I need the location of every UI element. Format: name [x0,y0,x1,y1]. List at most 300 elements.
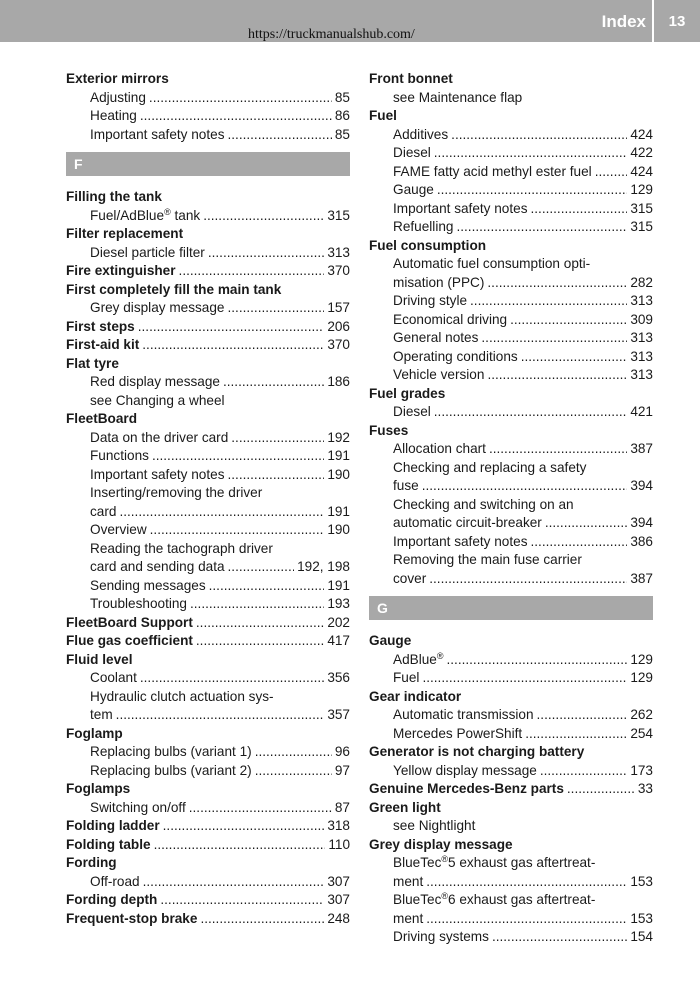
leader-dots [255,762,332,781]
entry-text [393,274,484,293]
entry-label: BlueTec [393,892,442,907]
entry-text [66,262,176,281]
index-column-right [369,70,653,947]
index-subentry[interactable] [66,873,350,892]
entry-label: Fuel [393,670,420,685]
entry-text [393,200,528,219]
entry-label: Fording depth [66,892,158,907]
entry-label: Switching on/off [90,799,186,815]
index-subentry[interactable] [369,477,653,496]
entry-text [393,329,478,348]
entry-label: Diesel [393,404,431,419]
entry-text [66,632,193,651]
page-ref[interactable]: 386 [630,533,653,549]
page-ref[interactable]: 129 [630,651,653,667]
index-subentry[interactable] [66,503,350,522]
leader-dots [446,651,627,670]
leader-dots [119,503,324,522]
entry-label: ment [393,873,424,889]
entry-text [393,514,542,533]
entry-text [90,762,252,781]
index-subentry[interactable] [369,348,653,367]
page-ref[interactable]: 153 [630,910,653,926]
index-subentry [66,540,350,559]
entry-text [393,570,426,589]
entry-text [90,299,224,318]
leader-dots [470,292,627,311]
entry-text [393,440,486,459]
index-subentry[interactable] [66,299,350,318]
entry-text [393,366,484,385]
entry-label: Overview [90,522,147,537]
entry-label: First steps [66,318,135,334]
index-subentry [66,688,350,707]
index-heading[interactable] [369,780,653,799]
entry-text [66,410,137,429]
entry-label-cont: 5 exhaust gas aftertreat- [448,855,596,870]
leader-dots [487,366,627,385]
leader-dots [545,514,627,533]
index-subentry[interactable] [66,89,350,108]
entry-label: Gear indicator [369,688,462,704]
page-ref[interactable]: 97 [334,762,350,778]
page-ref[interactable]: 315 [630,219,653,234]
entry-text [393,311,507,330]
leader-dots [208,244,324,263]
page-ref[interactable]: 190 [327,466,350,482]
entry-label: Filter replacement [66,226,184,241]
entry-text [90,207,200,227]
page-ref[interactable]: 307 [327,892,350,907]
entry-text [90,466,225,485]
page-ref[interactable]: 387 [630,570,653,586]
entry-text [90,706,113,725]
index-heading[interactable] [66,817,350,836]
leader-dots [451,126,627,145]
index-subentry[interactable] [66,207,350,226]
page-number: 13 [652,0,700,42]
page-ref[interactable]: 192 [327,429,350,445]
leader-dots [163,817,325,836]
entry-text [66,70,169,89]
index-heading [369,107,653,126]
entry-label: Grey display message [369,836,513,852]
index-subentry[interactable] [369,200,653,219]
index-heading[interactable] [66,910,350,929]
entry-label: Gauge [369,633,412,648]
page-ref[interactable]: 33 [637,781,653,796]
entry-text [393,651,443,671]
entry-text [393,348,518,367]
entry-text [393,496,574,515]
entry-label: cover [393,570,427,586]
leader-dots [567,780,635,799]
page-ref[interactable]: 157 [327,300,350,315]
leader-dots [116,706,325,725]
leader-dots [422,669,627,688]
page-ref[interactable]: 315 [327,207,350,223]
leader-dots [426,910,627,929]
entry-label: Fire extinguisher [66,263,176,278]
entry-text [90,503,116,522]
index-subentry[interactable] [66,669,350,688]
index-heading [66,281,350,300]
page-ref[interactable]: 262 [630,707,653,722]
leader-dots [227,299,324,318]
leader-dots [196,614,324,633]
index-heading[interactable] [66,632,350,651]
index-subentry[interactable] [66,577,350,596]
page-ref[interactable]: 153 [630,873,653,889]
page-ref[interactable]: 248 [327,910,350,926]
entry-label: FleetBoard Support [66,614,193,630]
entry-label: Hydraulic clutch actuation sys- [90,688,274,704]
page-ref[interactable]: 85 [334,126,350,142]
page-ref[interactable]: 173 [630,762,653,778]
index-heading[interactable] [66,336,350,355]
entry-label: Generator is not charging battery [369,744,585,759]
page-ref[interactable]: 307 [327,873,350,889]
entry-text [369,688,461,707]
page-ref[interactable]: 309 [630,311,653,327]
entry-label: Important safety notes [90,466,225,482]
page-ref[interactable]: 313 [630,367,653,382]
entry-text [393,817,475,836]
index-subentry[interactable] [66,244,350,263]
index-heading [66,355,350,374]
entry-text [66,854,117,873]
entry-label: AdBlue [393,651,437,667]
index-subentry[interactable] [66,762,350,781]
page-ref[interactable]: 394 [630,515,653,530]
index-subentry[interactable] [369,706,653,725]
entry-label: Adjusting [90,89,146,105]
index-subentry[interactable] [66,521,350,540]
index-subentry[interactable] [369,873,653,892]
registered-mark: ® [441,891,449,901]
entry-label: Driving systems [393,929,489,944]
index-subentry[interactable] [369,570,653,589]
index-heading[interactable] [66,614,350,633]
index-subentry[interactable] [369,126,653,145]
leader-dots [255,743,332,762]
leader-dots [228,466,325,485]
leader-dots [537,706,628,725]
entry-label: Off-road [90,873,140,889]
entry-label: Exterior mirrors [66,71,169,86]
entry-label: General notes [393,330,479,345]
page-ref[interactable]: 313 [327,244,350,260]
entry-text [90,107,137,126]
index-subentry[interactable] [369,366,653,385]
leader-dots [595,163,628,182]
leader-dots [521,348,628,367]
page-ref[interactable]: 313 [630,293,653,308]
page-ref[interactable]: 202 [327,614,350,630]
entry-text [393,403,431,422]
leader-dots [422,477,628,496]
entry-label: tem [90,707,113,722]
index-subentry[interactable] [369,910,653,929]
entry-text [369,799,441,818]
entry-label: First completely fill the main tank [66,281,282,297]
index-subentry[interactable] [369,218,653,237]
entry-text [66,225,183,244]
page-ref[interactable]: 357 [327,707,350,722]
index-subentry[interactable] [66,743,350,762]
entry-text [393,669,419,688]
page-ref[interactable]: 129 [630,670,653,685]
entry-label: Vehicle version [393,367,485,382]
leader-dots [140,107,332,126]
page-ref[interactable]: 154 [630,929,653,944]
page-ref[interactable]: 86 [334,108,350,123]
entry-label: Fording [66,855,117,870]
index-subentry[interactable] [369,514,653,533]
index-subentry[interactable] [369,669,653,688]
entry-label: Sending messages [90,577,206,593]
leader-dots [228,558,295,577]
leader-dots [196,632,324,651]
page-ref[interactable]: 87 [334,799,350,815]
index-subentry[interactable] [66,799,350,818]
entry-label: ment [393,910,424,926]
entry-label: Fuel/AdBlue [90,207,165,223]
page-ref[interactable]: 315 [630,200,653,216]
page-ref[interactable]: 424 [630,126,653,142]
index-subentry[interactable] [369,329,653,348]
entry-text [393,533,528,552]
index-subentry [369,891,653,910]
index-subentry[interactable] [369,181,653,200]
page-ref[interactable]: 191 [327,503,350,519]
entry-label: Important safety notes [90,126,225,142]
index-subentry[interactable] [66,107,350,126]
entry-text [393,255,590,274]
entry-text [66,614,193,633]
page-ref[interactable]: 110 [328,836,350,852]
leader-dots [492,928,627,947]
leader-dots [150,521,325,540]
entry-label: automatic circuit-breaker [393,515,542,530]
leader-dots [510,311,627,330]
leader-dots [231,429,324,448]
index-heading [369,688,653,707]
leader-dots [525,725,627,744]
entry-text [393,163,592,182]
entry-label: Refuelling [393,219,454,234]
page-ref[interactable]: 193 [327,596,350,611]
entry-label: Green light [369,799,441,815]
leader-dots [228,126,332,145]
entry-label: Economical driving [393,311,508,327]
entry-label: Front bonnet [369,71,453,86]
index-subentry[interactable] [66,429,350,448]
entry-label: Flue gas coefficient [66,633,193,648]
entry-label: Folding table [66,836,151,852]
letter-heading-g: G [369,596,653,620]
index-column-left [66,70,350,928]
leader-dots [223,373,324,392]
entry-label: Fuel [369,108,397,123]
entry-text [393,910,423,929]
entry-label: Allocation chart [393,441,486,456]
entry-text [90,688,274,707]
leader-dots [434,144,628,163]
entry-text [369,632,411,651]
entry-text [66,281,281,300]
entry-text [369,743,584,762]
page-ref[interactable]: 313 [630,348,653,364]
index-subentry[interactable] [369,163,653,182]
index-subentry[interactable] [369,651,653,670]
index-subentry[interactable] [369,274,653,293]
source-url: https://truckmanualshub.com/ [248,27,415,42]
entry-label: Yellow display message [393,762,537,778]
index-heading [369,836,653,855]
page-ref[interactable]: 190 [327,522,350,537]
entry-label: FAME fatty acid methyl ester fuel [393,163,592,179]
entry-text [393,725,522,744]
index-heading [66,225,350,244]
index-heading [66,410,350,429]
index-heading [369,385,653,404]
entry-label: Mercedes PowerShift [393,725,523,741]
index-heading[interactable] [66,891,350,910]
leader-dots [437,181,627,200]
entry-text [393,89,522,108]
page-ref[interactable]: 318 [327,818,350,833]
entry-text [90,577,206,596]
index-subentry[interactable] [66,466,350,485]
entry-label: Automatic transmission [393,707,534,722]
page-ref[interactable]: 356 [327,670,350,685]
entry-label: card [90,503,117,519]
page-ref[interactable]: 192, 198 [297,559,350,574]
entry-text [393,928,489,947]
page-ref[interactable]: 394 [630,478,653,493]
registered-mark: ® [436,650,444,661]
index-subentry[interactable] [369,762,653,781]
page-ref[interactable]: 191 [327,577,350,593]
index-subentry[interactable] [66,373,350,392]
entry-label: Diesel particle filter [90,244,205,260]
page-ref[interactable]: 313 [630,330,653,345]
page-ref[interactable]: 282 [630,274,653,290]
page-ref[interactable]: 370 [327,337,350,352]
entry-text [369,237,486,256]
index-subentry[interactable] [66,558,350,577]
page-ref[interactable]: 387 [630,441,653,456]
index-heading[interactable] [66,318,350,337]
index-subentry[interactable] [369,144,653,163]
entry-text [393,891,595,911]
entry-text [90,595,187,614]
page-ref[interactable]: 96 [334,744,350,759]
index-heading [369,799,653,818]
entry-label: card and sending data [90,559,225,574]
index-heading[interactable] [66,262,350,281]
index-subentry[interactable] [369,533,653,552]
entry-text [393,762,537,781]
index-subentry[interactable] [369,725,653,744]
entry-text [369,780,564,799]
leader-dots [203,207,324,226]
leader-dots [179,262,325,281]
page-ref[interactable]: 206 [327,318,350,334]
index-subentry[interactable] [369,440,653,459]
entry-text [90,89,146,108]
leader-dots [540,762,627,781]
letter-heading-f: F [66,152,350,176]
entry-label: fuse [393,478,419,493]
entry-text [393,292,467,311]
entry-text [90,244,205,263]
index-subentry [66,484,350,503]
leader-dots [209,577,325,596]
page-ref[interactable]: 424 [630,163,653,179]
page-ref[interactable]: 254 [630,725,653,741]
leader-dots [160,891,324,910]
entry-text [66,817,160,836]
index-subentry[interactable] [369,403,653,422]
entry-label: Heating [90,108,137,123]
leader-dots [200,910,324,929]
leader-dots [140,669,324,688]
leader-dots [149,89,332,108]
page-ref[interactable]: 417 [327,633,350,648]
index-subentry[interactable] [369,292,653,311]
page-ref[interactable]: 421 [630,404,653,419]
entry-label: Automatic fuel consumption opti- [393,256,591,271]
page-ref[interactable]: 129 [630,182,653,197]
leader-dots [190,595,324,614]
index-subentry [66,392,350,411]
page-ref[interactable]: 186 [327,374,350,389]
page-ref[interactable]: 191 [327,448,350,463]
index-heading [66,780,350,799]
leader-dots [142,336,324,355]
index-subentry[interactable] [66,126,350,145]
index-heading [66,854,350,873]
leader-dots [154,836,326,855]
index-subentry[interactable] [66,595,350,614]
entry-text [90,743,252,762]
leader-dots [426,873,627,892]
index-subentry[interactable] [66,447,350,466]
entry-label: Additives [393,126,449,142]
entry-label: Checking and switching on an [393,496,574,512]
entry-text [90,447,149,466]
leader-dots [487,274,627,293]
entry-text [369,836,513,855]
leader-dots [481,329,627,348]
index-subentry[interactable] [369,928,653,947]
entry-label: BlueTec [393,855,442,870]
index-heading [369,743,653,762]
index-subentry[interactable] [66,706,350,725]
leader-dots [189,799,332,818]
index-subentry[interactable] [369,311,653,330]
entry-text [90,484,262,503]
entry-text [90,521,147,540]
page-ref[interactable]: 422 [630,145,653,160]
entry-text [369,422,408,441]
page-ref[interactable]: 370 [327,263,350,278]
page-ref[interactable]: 85 [334,89,350,105]
leader-dots [152,447,324,466]
index-heading[interactable] [66,836,350,855]
